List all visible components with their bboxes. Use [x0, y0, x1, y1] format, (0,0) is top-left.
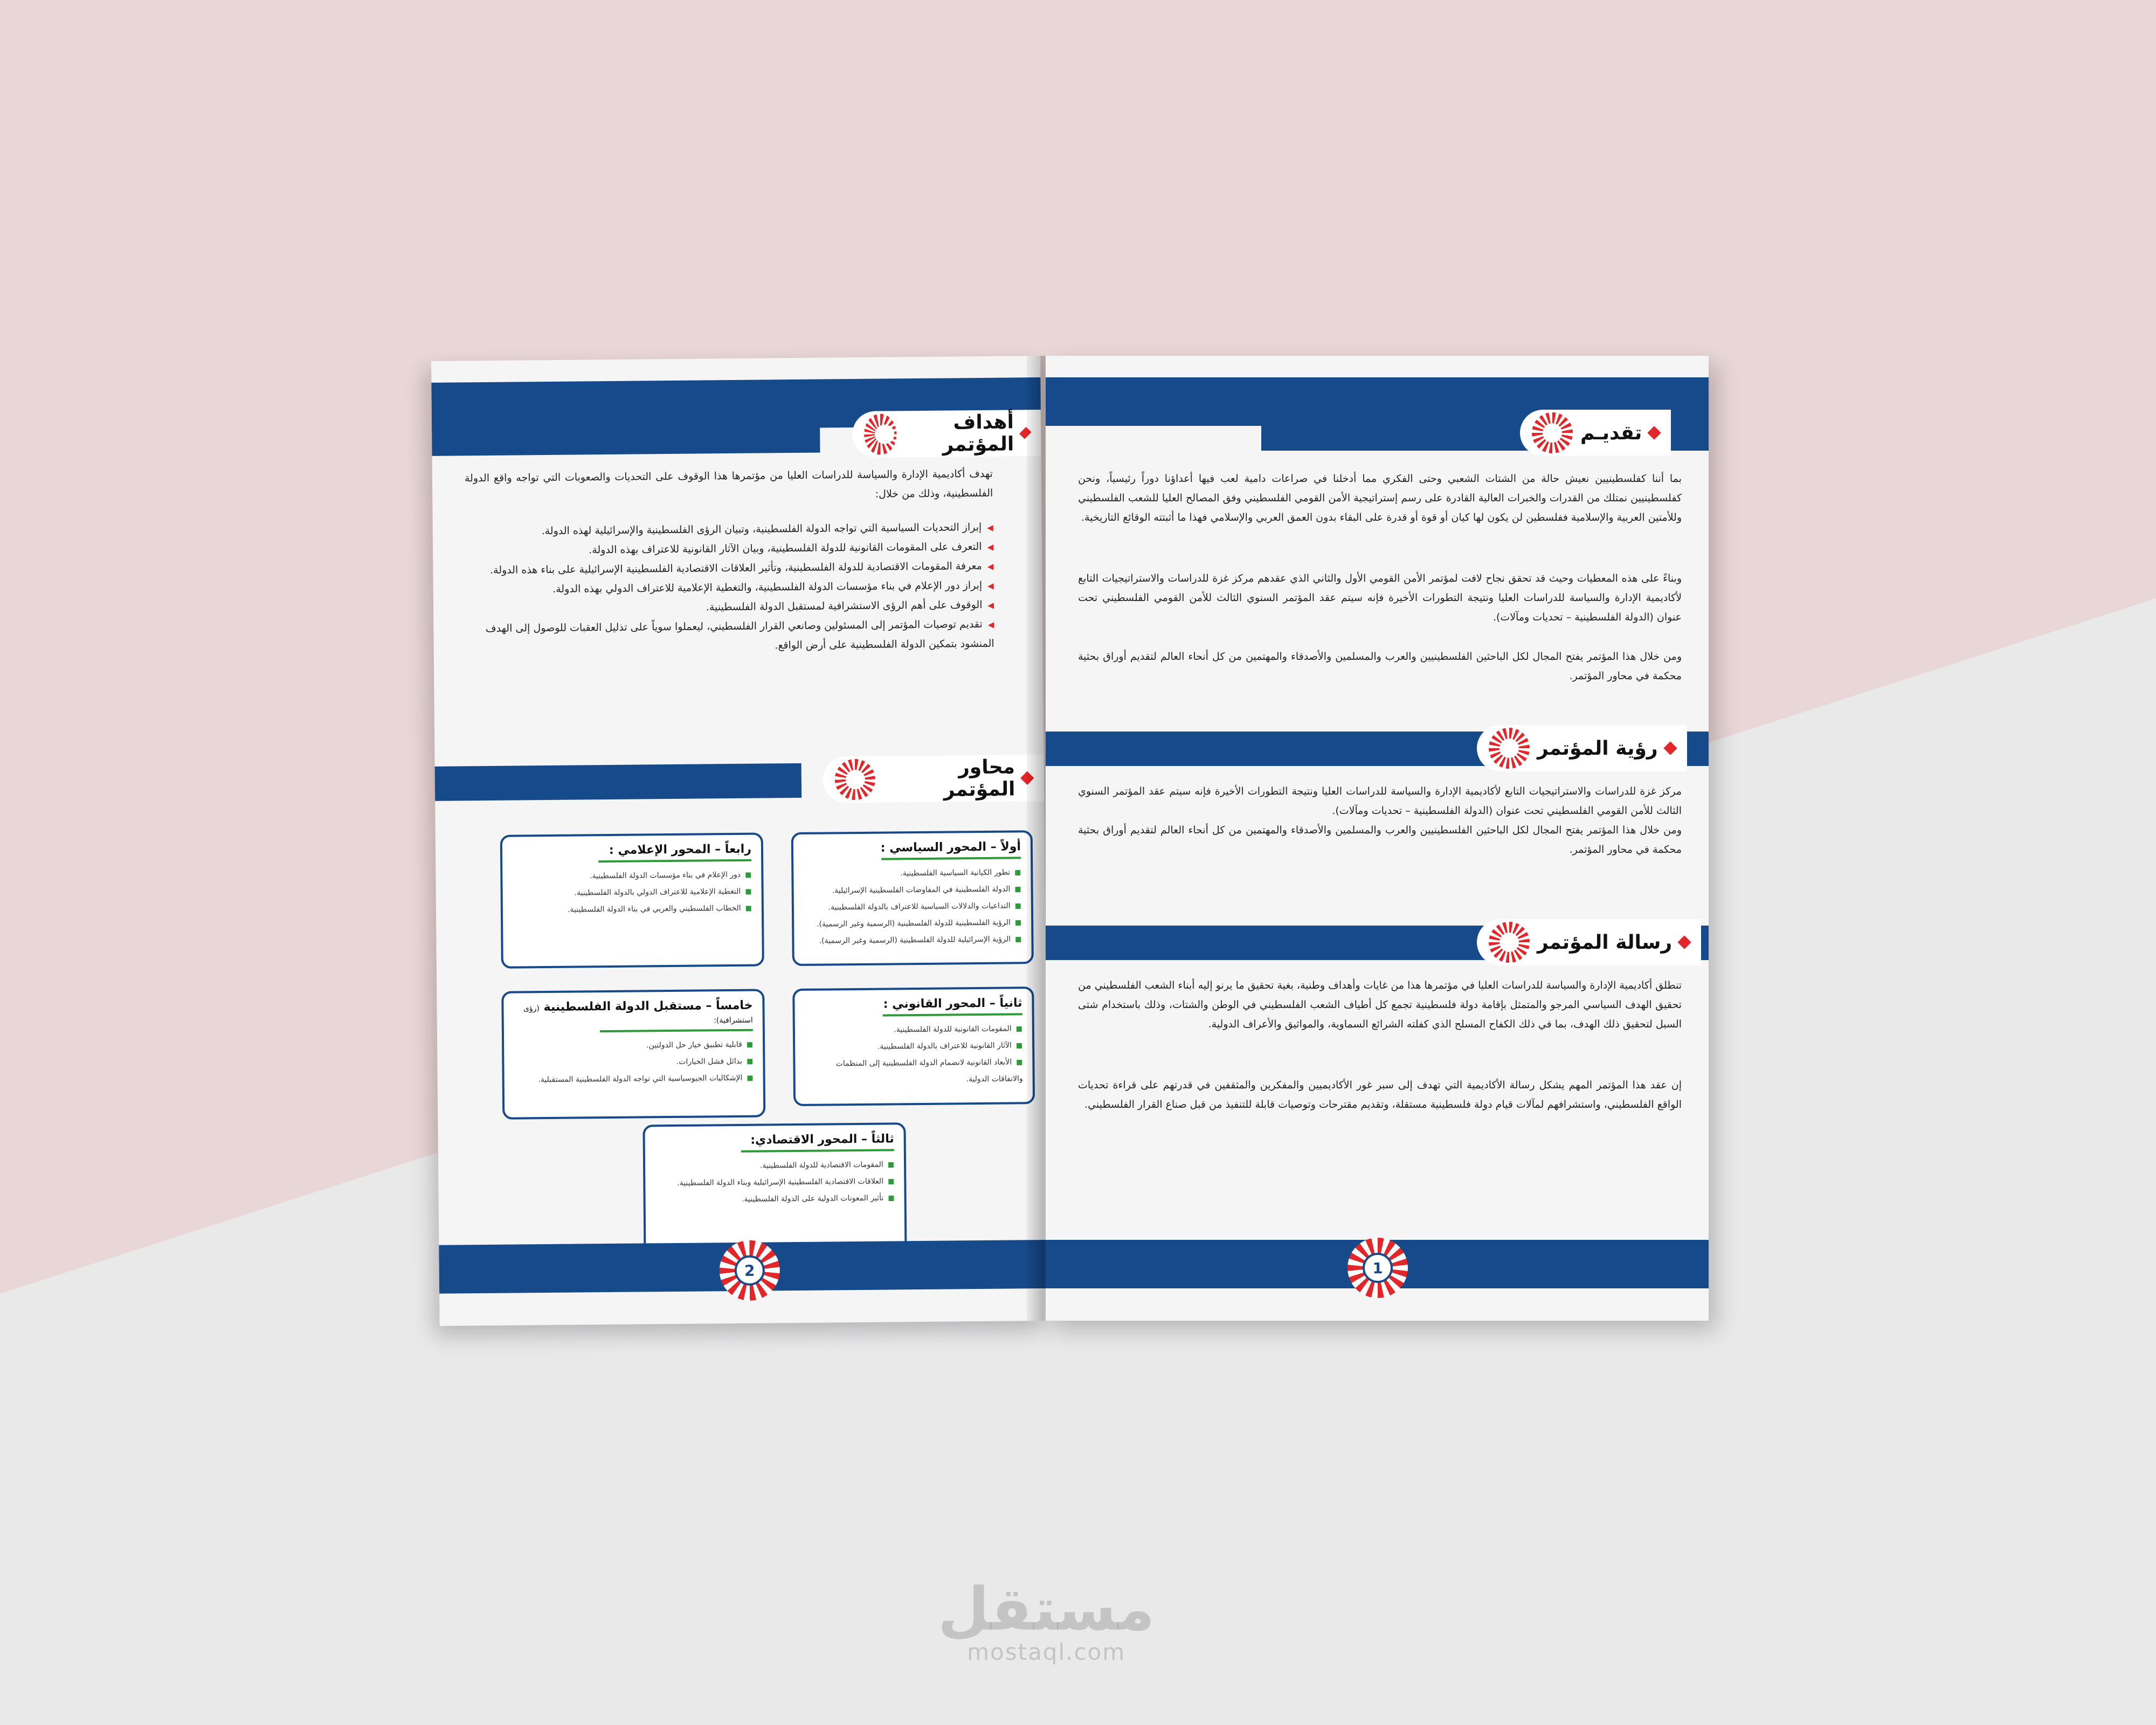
- mission-paragraph-2: إن عقد هذا المؤتمر المهم يشكل رسالة الأكاديمية التي تهدف إلى سبر غور الأكاديميين والمفكرين والمثقفين في قدرتهم على قراءة تحديات الواقع الفلسطيني، واستشرافهم لمآلات قيام دولة فلسطينية مستقلة، وتقديم مقترحات وتوصيات قابلة للتنفيذ من قبل صناع القرار الفلسطيني.: [1078, 1079, 1682, 1110]
- axes-heading: محاور المؤتمر: [823, 755, 1044, 803]
- watermark: مستقل mostaql.com: [938, 1575, 1155, 1665]
- list-item: ■ الآثار القانونية للاعتراف بالدولة الفلسطينية.: [805, 1037, 1022, 1056]
- sunburst-logo-icon: [1532, 412, 1573, 453]
- list-item: ◀ إبراز التحديات السياسية التي تواجه الدولة الفلسطينية، وتبيان الرؤى الفلسطينية والإسرائيلية لهذه الدولة.: [465, 518, 993, 542]
- list-item: ■ الأبعاد القانونية لانضمام الدولة الفلسطينية إلى المنظمات والاتفاقات الدولية.: [805, 1054, 1023, 1089]
- sunburst-logo-icon: [864, 413, 897, 455]
- heading-bar: [435, 763, 802, 801]
- brochure-page-left: [431, 356, 1049, 1326]
- list-item: ◀ إبراز دور الإعلام في بناء مؤسسات الدولة الفلسطينية، والتغطية الإعلامية للاعتراف الدولي بهذه الدولة.: [466, 576, 994, 601]
- intro-paragraph-3: ومن خلال هذا المؤتمر يفتح المجال لكل الباحثين الفلسطينيين والعرب والمسلمين والأصدقاء والمهتمين من كل أنحاء العالم لتقديم أوراق بحثية محكمة في محاور المؤتمر.: [1078, 651, 1682, 682]
- list-item: ■ قابلية تطبيق خيار حل الدولتين.: [514, 1037, 753, 1055]
- list-item: ■ المقومات الاقتصادية للدولة الفلسطينية.: [655, 1156, 894, 1175]
- page-number-badge: 2: [719, 1240, 780, 1301]
- intro-heading: تقديـم: [1520, 410, 1671, 456]
- list-item: ■ الإشكاليات الجيوسياسية التي تواجه الدولة الفلسطينية المستقبلية.: [514, 1070, 754, 1089]
- axis-box-media: رابعاً – المحور الإعلامي : ■ دور الإعلام في بناء مؤسسات الدولة الفلسطينية. ■ التغطية الإعلامية للاعتراف الدولي بالدولة الفلسطينية. ■ الخطاب الفلسطيني والعربي في بناء الدولة الفلسطينية.: [500, 833, 764, 969]
- axis-box-legal: ثانياً – المحور القانوني : ■ المقومات القانونية للدولة الفلسطينية. ■ الآثار القانونية للاعتراف بالدولة الفلسطينية. ■ الأبعاد القانونية لانضمام الدولة الفلسطينية إلى المنظمات والاتفاقات الدولية.: [792, 986, 1035, 1106]
- list-item: ◀ التعرف على المقومات القانونية للدولة الفلسطينية، وبيان الآثار القانونية للاعتراف بهذه الدولة.: [465, 537, 993, 562]
- mission-heading: رسالة المؤتمر: [1477, 919, 1701, 965]
- list-item: ■ الرؤية الإسرائيلية للدولة الفلسطينية (الرسمية وغير الرسمية).: [804, 931, 1021, 950]
- list-item: ◀ معرفة المقومات الاقتصادية للدولة الفلسطينية، وتأثير العلاقات الاقتصادية الفلسطينية الإسرائيلية على بناء هذه الدولة.: [465, 557, 993, 581]
- list-item: ■ تطور الكيانية السياسية الفلسطينية.: [803, 864, 1021, 883]
- sunburst-logo-icon: [1489, 922, 1530, 963]
- list-item: ■ المقومات القانونية للدولة الفلسطينية.: [805, 1020, 1022, 1039]
- list-item: ■ التداعيات والدلالات السياسية للاعتراف بالدولة الفلسطينية.: [804, 898, 1021, 916]
- list-item: ■ الخطاب الفلسطيني والعربي في بناء الدولة الفلسطينية.: [513, 900, 752, 919]
- red-diamond-icon: [1663, 741, 1677, 755]
- heading-bar: [432, 418, 820, 456]
- axis-box-political: أولاً – المحور السياسي : ■ تطور الكيانية السياسية الفلسطينية. ■ الدولة الفلسطينية في المفاوضات الفلسطينية الإسرائيلية. ■ التداعيات والدلالات السياسية للاعتراف بالدولة الفلسطينية. ■ الرؤية الفلسطينية للدولة الفلسطينية (الرسمية وغير الرسمية). ■ الرؤية الإسرائيلية للدولة الفلسطينية (الرسمية وغير الرسمية).: [791, 830, 1034, 966]
- goals-heading: أهداف المؤتمر: [852, 410, 1041, 458]
- list-item: ■ تأثير المعونات الدولية على الدولة الفلسطينية.: [655, 1190, 895, 1209]
- vision-paragraph-1: مركز غزة للدراسات والاستراتيجيات التابع لأكاديمية الإدارة والسياسة للدراسات العليا ونتيجة التطورات الأخيرة فإنه سيتم عقد المؤتمر السنوي الثالث للأمن القومي الفلسطيني تحت عنوان (الدولة الفلسطينية – تحديات ومآلات).: [1078, 785, 1682, 817]
- list-item: ◀ تقديم توصيات المؤتمر إلى المسئولين وصانعي القرار الفلسطيني، ليعملوا سوياً على تذليل العقبات للوصول إلى الهدف المنشود بتمكين الدولة الفلسطينية على أرض الواقع.: [466, 615, 994, 658]
- brochure-page-right: [1046, 356, 1709, 1321]
- axis-box-future: خامساً – مستقبل الدولة الفلسطينية (رؤى استشرافية): ■ قابلية تطبيق خيار حل الدولتين. ■ بدائل فشل الخيارات. ■ الإشكاليات الجيوسياسية التي تواجه الدولة الفلسطينية المستقبلية.: [501, 989, 765, 1120]
- sunburst-logo-icon: [835, 759, 875, 801]
- list-item: ■ التغطية الإعلامية للاعتراف الدولي بالدولة الفلسطينية.: [513, 884, 752, 902]
- list-item: ■ العلاقات الاقتصادية الفلسطينية الإسرائيلية وبناء الدولة الفلسطينية.: [655, 1173, 894, 1192]
- vision-heading: رؤية المؤتمر: [1477, 725, 1687, 771]
- goals-intro: تهدف أكاديمية الإدارة والسياسة للدراسات العليا من مؤتمرها هذا الوقوف على التحديات والصعوبات التي تواجه واقع الدولة الفلسطينية، وذلك من خلال:: [464, 467, 993, 500]
- mission-paragraph-1: تنطلق أكاديمية الإدارة والسياسة للدراسات العليا في مؤتمرها هذا من غايات وأهداف وطنية، بغية تحقيق ما يرنو إليه أبناء الشعب الفلسطيني من تحقيق الهدف السياسي المرجو والمتمثل بإقامة دولة فلسطينية تجمع كل أطياف الشعب الفلسطيني في الوطن والشتات، وذلك باستخدام شتى السبل لتحقيق ذلك الهدف، بما في ذلك الكفاح المسلح الذي كفلته الشرائع السماوية، والمواثيق والأعراف الدولية.: [1078, 979, 1682, 1030]
- red-diamond-icon: [1648, 426, 1661, 439]
- list-item: ◀ الوقوف على أهم الرؤى الاستشرافية لمستقبل الدولة الفلسطينية.: [466, 596, 994, 620]
- sunburst-logo-icon: [1489, 728, 1530, 769]
- intro-paragraph-1: بما أننا كفلسطينيين نعيش حالة من الشتات الشعبي وحتى الفكري مما أدخلنا في صراعات دامية لعب فيها أعداؤنا دوراً رئيسياً، ونحن كفلسطينيين نمتلك من القدرات والخبرات العالية القادرة على رسم إستراتيجية الأمن القومي الفلسطيني وفق المصالح العليا للشعب الفلسطيني وللأمتين العربية والإسلامية ففلسطين لن يكون لها كيان أو قوة أو قدرة على البقاء بدون العمق العربي والإسلامي فهذا ما أثبتته الوقائع التاريخية.: [1078, 473, 1682, 523]
- axis-box-economic: ثالثاً – المحور الاقتصادي: ■ المقومات الاقتصادية للدولة الفلسطينية. ■ العلاقات الاقتصادية الفلسطينية الإسرائيلية وبناء الدولة الفلسطينية. ■ تأثير المعونات الدولية على الدولة الفلسطينية.: [642, 1122, 907, 1253]
- goals-list: [465, 518, 994, 658]
- red-diamond-icon: [1677, 935, 1691, 949]
- list-item: ■ بدائل فشل الخيارات.: [514, 1053, 753, 1072]
- list-item: ■ الدولة الفلسطينية في المفاوضات الفلسطينية الإسرائيلية.: [804, 881, 1021, 900]
- list-item: ■ الرؤية الفلسطينية للدولة الفلسطينية (الرسمية وغير الرسمية).: [804, 914, 1021, 933]
- intro-paragraph-2: وبناءً على هذه المعطيات وحيث قد تحقق نجاح لافت لمؤتمر الأمن القومي الأول والثاني الذي عقدهم مركز غزة للدراسات والاستراتيجيات التابع لأكاديمية الإدارة والسياسة للدراسات العليا ونتيجة التطورات الأخيرة فإنه سيتم عقد المؤتمر السنوي الثالث للأمن القومي الفلسطيني تحت عنوان (الدولة الفلسطينية – تحديات ومآلات).: [1078, 572, 1682, 623]
- page-number-badge: 1: [1348, 1238, 1408, 1298]
- vision-paragraph-2: ومن خلال هذا المؤتمر يفتح المجال لكل الباحثين الفلسطينيين والعرب والمسلمين والأصدقاء والمهتمين من كل أنحاء العالم لتقديم أوراق بحثية محكمة في محاور المؤتمر.: [1078, 824, 1682, 855]
- list-item: ■ دور الإعلام في بناء مؤسسات الدولة الفلسطينية.: [512, 867, 751, 886]
